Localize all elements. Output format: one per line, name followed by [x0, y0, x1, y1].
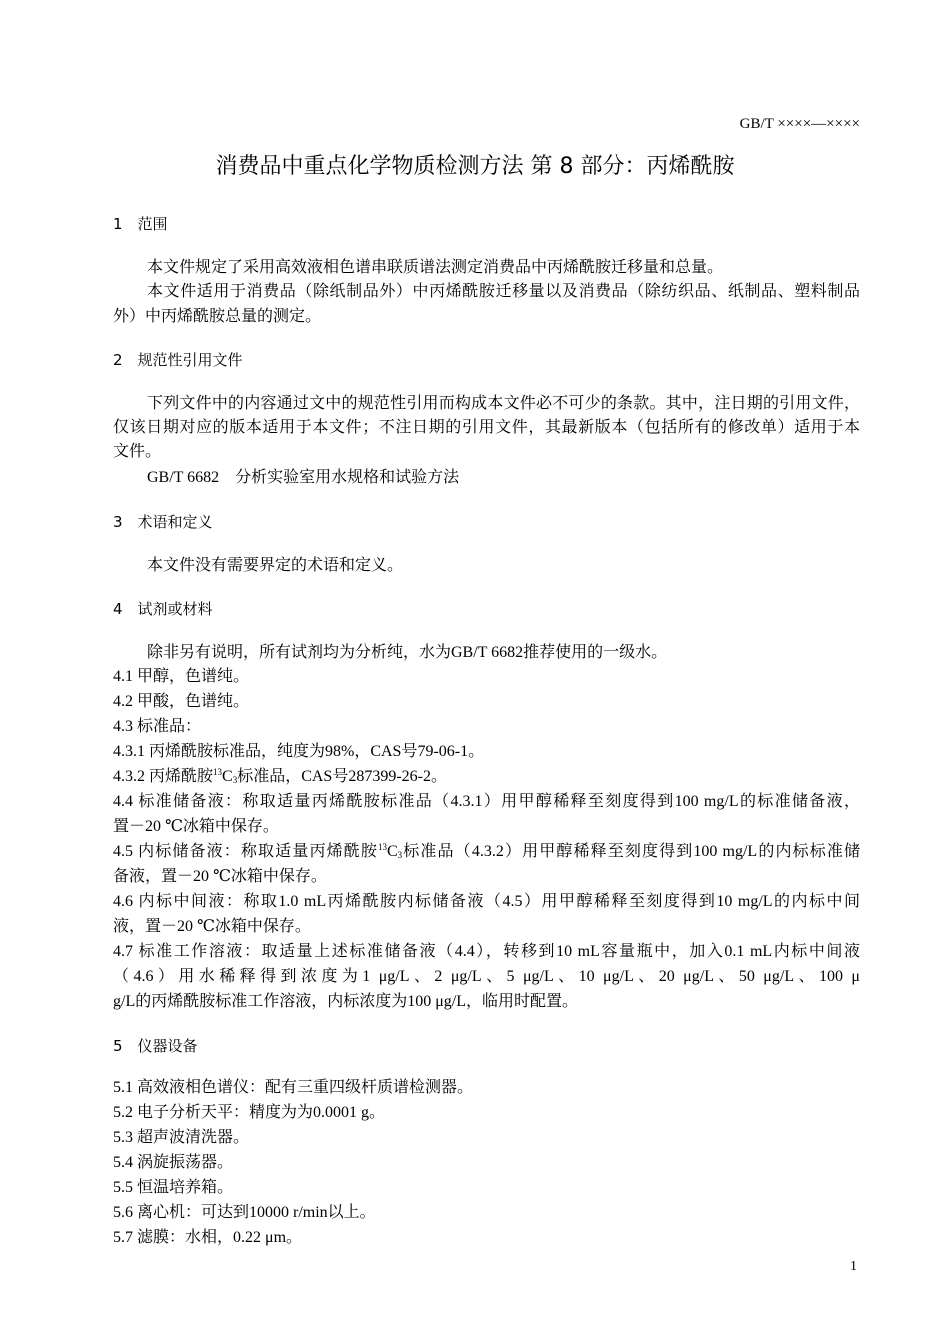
text-segment: C — [222, 768, 233, 785]
text-line: 下列文件中的内容通过文中的规范性引用而构成本文件必不可少的条款。其中，注日期的引用文件， — [147, 395, 860, 412]
text-line: 5.7 滤膜：水相，0.22 μm。 — [113, 1229, 303, 1246]
text-line: 5.3 超声波清洗器。 — [113, 1129, 250, 1146]
text-line: GB/T 6682 分析实验室用水规格和试验方法 — [147, 469, 460, 486]
text-line: 液，置－20 ℃冰箱中保存。 — [113, 918, 311, 935]
text-segment: 标准品，CAS号287399-26-2。 — [237, 768, 447, 785]
text-line: 备液，置－20 ℃冰箱中保存。 — [113, 868, 327, 885]
text-line: 5.1 高效液相色谱仪：配有三重四级杆质谱检测器。 — [113, 1079, 474, 1096]
section-heading: 4 试剂或材料 — [113, 600, 213, 618]
page-number: 1 — [850, 1259, 857, 1274]
text-line: 4.3 标准品： — [113, 718, 202, 735]
text-segment: C — [386, 843, 398, 860]
text-line: 5.4 涡旋振荡器。 — [113, 1154, 234, 1171]
text-line: （4.6）用水稀释得到浓度为1 μg/L、2 μg/L、5 μg/L、10 μg/L、20 μg/L、50 μg/L、100 μ — [113, 968, 860, 985]
text-line: 4.3.1 丙烯酰胺标准品，纯度为98%，CAS号79-06-1。 — [113, 743, 485, 760]
text-line: 除非另有说明，所有试剂均为分析纯，水为GB/T 6682推荐使用的一级水。 — [147, 644, 668, 661]
text-line: 4.4 标准储备液：称取适量丙烯酰胺标准品（4.3.1）用甲醇稀释至刻度得到100 mg/L的标准储备液， — [113, 793, 860, 810]
text-line: 置－20 ℃冰箱中保存。 — [113, 818, 279, 835]
text-line: 外）中丙烯酰胺总量的测定。 — [113, 308, 322, 325]
text-segment: 4.3.2 丙烯酰胺 — [113, 768, 214, 785]
document-title: 消费品中重点化学物质检测方法 第 8 部分：丙烯酰胺 — [215, 154, 735, 179]
text-sub: 3 — [232, 775, 238, 785]
text-line: 仅该日期对应的版本适用于本文件；不注日期的引用文件，其最新版本（包括所有的修改单）适用于本 — [113, 419, 860, 436]
text-line: 4.7 标准工作溶液：取适量上述标准储备液（4.4），转移到10 mL容量瓶中，加入0.1 mL内标中间液 — [113, 943, 860, 960]
text-sup: 13 — [213, 767, 223, 777]
text-line: 5.2 电子分析天平：精度为为0.0001 g。 — [113, 1104, 386, 1121]
text-line: 4.6 内标中间液：称取1.0 mL丙烯酰胺内标储备液（4.5）用甲醇稀释至刻度得到10 mg/L的内标中间 — [113, 893, 860, 910]
text-segment: 4.5 内标储备液：称取适量丙烯酰胺 — [113, 843, 378, 860]
text-line — [113, 766, 447, 788]
section-heading: 3 术语和定义 — [113, 513, 213, 531]
text-line — [113, 841, 860, 863]
section-heading: 1 范围 — [113, 215, 168, 233]
text-line: 4.1 甲醇，色谱纯。 — [113, 668, 250, 685]
text-sup: 13 — [377, 842, 387, 852]
text-sub: 3 — [397, 850, 403, 860]
text-line: 5.5 恒温培养箱。 — [113, 1179, 234, 1196]
text-line: g/L的丙烯酰胺标准工作溶液，内标浓度为100 μg/L，临用时配置。 — [113, 993, 579, 1010]
text-line: 本文件适用于消费品（除纸制品外）中丙烯酰胺迁移量以及消费品（除纺织品、纸制品、塑料制品 — [147, 283, 860, 300]
text-line: 本文件规定了采用高效液相色谱串联质谱法测定消费品中丙烯酰胺迁移量和总量。 — [147, 259, 724, 276]
text-segment: 标准品（4.3.2）用甲醇稀释至刻度得到100 mg/L的内标标准储 — [402, 843, 860, 860]
document-code: GB/T ××××—×××× — [739, 116, 860, 132]
text-line: 本文件没有需要界定的术语和定义。 — [147, 557, 404, 574]
section-heading: 2 规范性引用文件 — [113, 351, 243, 369]
text-line: 文件。 — [113, 443, 162, 460]
text-line: 4.2 甲酸，色谱纯。 — [113, 693, 250, 710]
section-heading: 5 仪器设备 — [113, 1037, 198, 1055]
text-line: 5.6 离心机：可达到10000 r/min以上。 — [113, 1204, 376, 1221]
